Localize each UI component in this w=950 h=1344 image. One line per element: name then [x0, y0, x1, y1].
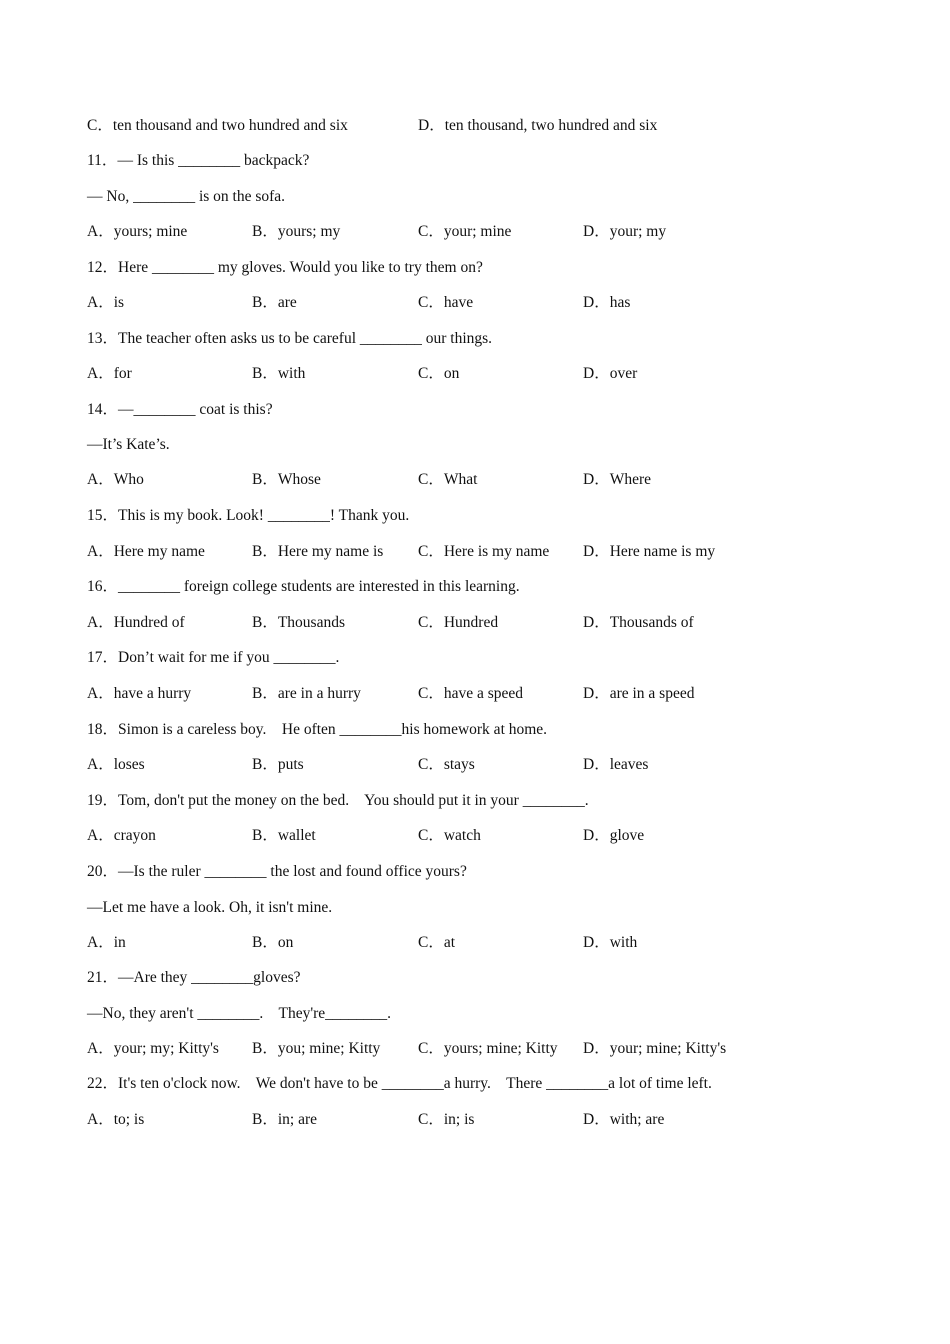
q16-options	[87, 612, 694, 634]
q19-option-d: D．glove	[583, 827, 645, 844]
q10-option-d: D．ten thousand, two hundred and six	[418, 117, 658, 134]
q14-stem: 14．—________ coat is this?	[87, 401, 273, 418]
q15-option-d: D．Here name is my	[583, 543, 716, 560]
q21-option-d: D．your; mine; Kitty's	[583, 1040, 727, 1057]
q11-option-c: C．your; mine	[418, 223, 512, 240]
q17-option-d: D．are in a speed	[583, 685, 695, 702]
q16-option-c: C．Hundred	[418, 614, 499, 631]
q15-option-b: B．Here my name is	[252, 543, 384, 560]
q11-option-b: B．yours; my	[252, 223, 341, 240]
q15-stem: 15．This is my book. Look! ________! Thank you.	[87, 507, 410, 524]
q12-options	[87, 292, 631, 314]
q14-stem-line2: —It’s Kate’s.	[87, 436, 170, 453]
q20-option-d: D．with	[583, 934, 638, 951]
q11-option-d: D．your; my	[583, 223, 667, 240]
q22-option-c: C．in; is	[418, 1111, 475, 1128]
q21-option-c: C．yours; mine; Kitty	[418, 1040, 558, 1057]
q19-option-a: A．crayon	[87, 827, 156, 844]
q10-options	[87, 115, 658, 137]
q21-options	[87, 1038, 727, 1060]
q19-stem: 19．Tom, don't put the money on the bed. You should put it in your ________.	[87, 792, 589, 809]
q15-option-a: A．Here my name	[87, 543, 205, 560]
q11-stem-line2: — No, ________ is on the sofa.	[87, 188, 286, 205]
q22-stem: 22．It's ten o'clock now. We don't have to be ________a hurry. There ________a lot of time left.	[87, 1075, 712, 1092]
q14-options	[87, 469, 651, 491]
q11-option-a: A．yours; mine	[87, 223, 188, 240]
q11-stem: 11．— Is this ________ backpack?	[87, 152, 310, 169]
q13-stem: 13．The teacher often asks us to be careful ________ our things.	[87, 330, 493, 347]
q17-option-c: C．have a speed	[418, 685, 524, 702]
q21-option-a: A．your; my; Kitty's	[87, 1040, 219, 1057]
q22-option-d: D．with; are	[583, 1111, 665, 1128]
q16-stem: 16．________ foreign college students are interested in this learning.	[87, 578, 520, 595]
q17-option-a: A．have a hurry	[87, 685, 192, 702]
q16-option-d: D．Thousands of	[583, 614, 694, 631]
q21-option-b: B．you; mine; Kitty	[252, 1040, 381, 1057]
q19-option-b: B．wallet	[252, 827, 316, 844]
q16-option-a: A．Hundred of	[87, 614, 185, 631]
q17-option-b: B．are in a hurry	[252, 685, 361, 702]
q12-option-c: C．have	[418, 294, 474, 311]
q13-option-c: C．on	[418, 365, 460, 382]
q18-options	[87, 754, 649, 776]
q18-option-c: C．stays	[418, 756, 475, 773]
q12-stem: 12．Here ________ my gloves. Would you like to try them on?	[87, 259, 483, 276]
q18-option-b: B．puts	[252, 756, 304, 773]
q13-options	[87, 363, 638, 385]
q15-option-c: C．Here is my name	[418, 543, 550, 560]
q10-option-c: C．ten thousand and two hundred and six	[87, 117, 348, 134]
q22-option-a: A．to; is	[87, 1111, 145, 1128]
q15-options	[87, 541, 716, 563]
q22-options	[87, 1109, 665, 1131]
q14-option-a: A．Who	[87, 471, 144, 488]
q14-option-d: D．Where	[583, 471, 651, 488]
q19-options	[87, 825, 645, 847]
q20-option-a: A．in	[87, 934, 126, 951]
q20-stem-line2: —Let me have a look. Oh, it isn't mine.	[87, 899, 333, 916]
q18-option-a: A．loses	[87, 756, 145, 773]
q14-option-c: C．What	[418, 471, 478, 488]
q12-option-a: A．is	[87, 294, 125, 311]
q14-option-b: B．Whose	[252, 471, 321, 488]
q13-option-b: B．with	[252, 365, 306, 382]
q17-options	[87, 683, 695, 705]
q18-stem: 18．Simon is a careless boy. He often ________his homework at home.	[87, 721, 548, 738]
q20-stem: 20．—Is the ruler ________ the lost and found office yours?	[87, 863, 467, 880]
q19-option-c: C．watch	[418, 827, 481, 844]
q21-stem-line2: —No, they aren't ________. They're________.	[87, 1005, 392, 1022]
q17-stem: 17．Don’t wait for me if you ________.	[87, 649, 340, 666]
q16-option-b: B．Thousands	[252, 614, 346, 631]
q18-option-d: D．leaves	[583, 756, 649, 773]
q13-option-a: A．for	[87, 365, 132, 382]
q20-options	[87, 932, 638, 954]
q20-option-c: C．at	[418, 934, 456, 951]
q22-option-b: B．in; are	[252, 1111, 317, 1128]
q12-option-b: B．are	[252, 294, 297, 311]
q20-option-b: B．on	[252, 934, 294, 951]
q21-stem: 21．—Are they ________gloves?	[87, 969, 301, 986]
q12-option-d: D．has	[583, 294, 631, 311]
q13-option-d: D．over	[583, 365, 638, 382]
q11-options	[87, 221, 667, 243]
